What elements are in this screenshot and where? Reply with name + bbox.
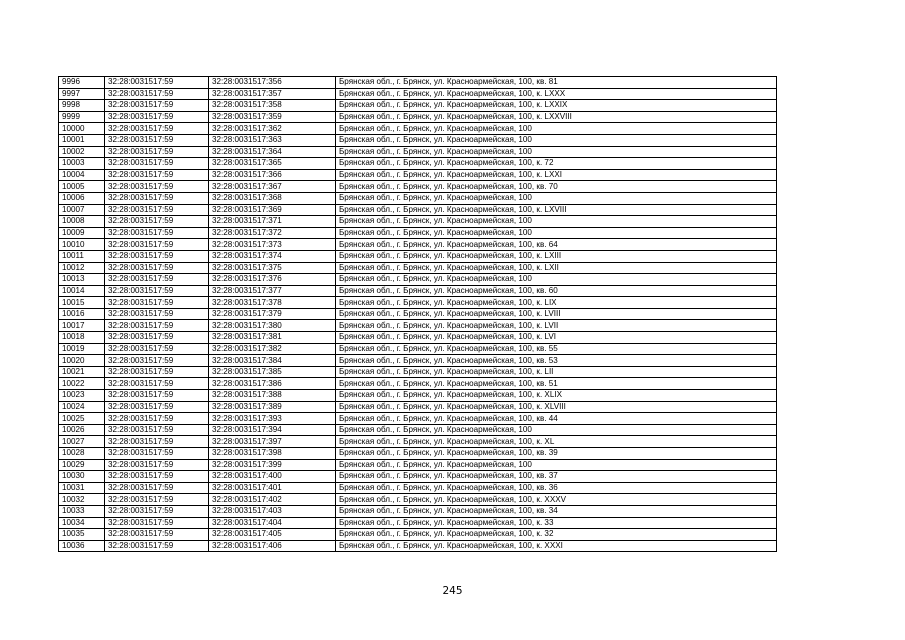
parcel-cadastral-number-cell: 32:28:0031517:59: [105, 158, 209, 170]
row-number-cell: 10012: [59, 262, 105, 274]
row-number-cell: 9996: [59, 77, 105, 89]
row-number-cell: 10005: [59, 181, 105, 193]
parcel-cadastral-number-cell: 32:28:0031517:59: [105, 250, 209, 262]
table-row: [59, 285, 777, 297]
object-cadastral-number-cell: 32:28:0031517:367: [209, 181, 336, 193]
parcel-cadastral-number-cell: 32:28:0031517:59: [105, 378, 209, 390]
parcel-cadastral-number-cell: 32:28:0031517:59: [105, 285, 209, 297]
table-row: [59, 529, 777, 541]
object-cadastral-number-cell: 32:28:0031517:362: [209, 123, 336, 135]
row-number-cell: 9998: [59, 100, 105, 112]
parcel-cadastral-number-cell: 32:28:0031517:59: [105, 448, 209, 460]
address-cell: Брянская обл., г. Брянск, ул. Красноармейская, 100, к. 33: [336, 517, 777, 529]
table-row: [59, 494, 777, 506]
row-number-cell: 10013: [59, 274, 105, 286]
table-row: [59, 459, 777, 471]
object-cadastral-number-cell: 32:28:0031517:398: [209, 448, 336, 460]
row-number-cell: 10024: [59, 401, 105, 413]
address-cell: Брянская обл., г. Брянск, ул. Красноармейская, 100: [336, 216, 777, 228]
table-row: [59, 100, 777, 112]
object-cadastral-number-cell: 32:28:0031517:368: [209, 192, 336, 204]
parcel-cadastral-number-cell: 32:28:0031517:59: [105, 401, 209, 413]
row-number-cell: 10022: [59, 378, 105, 390]
row-number-cell: 10019: [59, 343, 105, 355]
table-row: [59, 262, 777, 274]
object-cadastral-number-cell: 32:28:0031517:359: [209, 111, 336, 123]
table-row: [59, 192, 777, 204]
table-row: [59, 355, 777, 367]
object-cadastral-number-cell: 32:28:0031517:402: [209, 494, 336, 506]
parcel-cadastral-number-cell: 32:28:0031517:59: [105, 274, 209, 286]
table-row: [59, 448, 777, 460]
parcel-cadastral-number-cell: 32:28:0031517:59: [105, 320, 209, 332]
row-number-cell: 10028: [59, 448, 105, 460]
table-row: [59, 216, 777, 228]
row-number-cell: 10029: [59, 459, 105, 471]
parcel-cadastral-number-cell: 32:28:0031517:59: [105, 529, 209, 541]
row-number-cell: 10026: [59, 424, 105, 436]
table-row: [59, 123, 777, 135]
row-number-cell: 10007: [59, 204, 105, 216]
row-number-cell: 10034: [59, 517, 105, 529]
parcel-cadastral-number-cell: 32:28:0031517:59: [105, 123, 209, 135]
table-row: [59, 204, 777, 216]
object-cadastral-number-cell: 32:28:0031517:386: [209, 378, 336, 390]
table-row: [59, 366, 777, 378]
parcel-cadastral-number-cell: 32:28:0031517:59: [105, 494, 209, 506]
object-cadastral-number-cell: 32:28:0031517:369: [209, 204, 336, 216]
parcel-cadastral-number-cell: 32:28:0031517:59: [105, 332, 209, 344]
parcel-cadastral-number-cell: 32:28:0031517:59: [105, 192, 209, 204]
parcel-cadastral-number-cell: 32:28:0031517:59: [105, 100, 209, 112]
parcel-cadastral-number-cell: 32:28:0031517:59: [105, 459, 209, 471]
object-cadastral-number-cell: 32:28:0031517:374: [209, 250, 336, 262]
registry-table-body: [59, 77, 777, 552]
object-cadastral-number-cell: 32:28:0031517:375: [209, 262, 336, 274]
address-cell: Брянская обл., г. Брянск, ул. Красноармейская, 100, к. LVI: [336, 332, 777, 344]
row-number-cell: 10035: [59, 529, 105, 541]
row-number-cell: 10014: [59, 285, 105, 297]
address-cell: Брянская обл., г. Брянск, ул. Красноармейская, 100, кв. 64: [336, 239, 777, 251]
address-cell: Брянская обл., г. Брянск, ул. Красноармейская, 100, кв. 60: [336, 285, 777, 297]
parcel-cadastral-number-cell: 32:28:0031517:59: [105, 204, 209, 216]
address-cell: Брянская обл., г. Брянск, ул. Красноармейская, 100, к. 32: [336, 529, 777, 541]
object-cadastral-number-cell: 32:28:0031517:372: [209, 227, 336, 239]
object-cadastral-number-cell: 32:28:0031517:379: [209, 308, 336, 320]
address-cell: Брянская обл., г. Брянск, ул. Красноармейская, 100, к. LXXX: [336, 88, 777, 100]
table-row: [59, 332, 777, 344]
address-cell: Брянская обл., г. Брянск, ул. Красноармейская, 100, кв. 44: [336, 413, 777, 425]
table-row: [59, 378, 777, 390]
object-cadastral-number-cell: 32:28:0031517:356: [209, 77, 336, 89]
address-cell: Брянская обл., г. Брянск, ул. Красноармейская, 100, кв. 36: [336, 482, 777, 494]
address-cell: Брянская обл., г. Брянск, ул. Красноармейская, 100: [336, 192, 777, 204]
row-number-cell: 10006: [59, 192, 105, 204]
table-row: [59, 227, 777, 239]
parcel-cadastral-number-cell: 32:28:0031517:59: [105, 297, 209, 309]
parcel-cadastral-number-cell: 32:28:0031517:59: [105, 88, 209, 100]
address-cell: Брянская обл., г. Брянск, ул. Красноармейская, 100, к. XL: [336, 436, 777, 448]
object-cadastral-number-cell: 32:28:0031517:399: [209, 459, 336, 471]
parcel-cadastral-number-cell: 32:28:0031517:59: [105, 505, 209, 517]
row-number-cell: 10030: [59, 471, 105, 483]
address-cell: Брянская обл., г. Брянск, ул. Красноармейская, 100, кв. 55: [336, 343, 777, 355]
object-cadastral-number-cell: 32:28:0031517:373: [209, 239, 336, 251]
object-cadastral-number-cell: 32:28:0031517:405: [209, 529, 336, 541]
row-number-cell: 10017: [59, 320, 105, 332]
address-cell: Брянская обл., г. Брянск, ул. Красноармейская, 100, к. XXXV: [336, 494, 777, 506]
table-row: [59, 297, 777, 309]
row-number-cell: 10020: [59, 355, 105, 367]
object-cadastral-number-cell: 32:28:0031517:363: [209, 134, 336, 146]
object-cadastral-number-cell: 32:28:0031517:393: [209, 413, 336, 425]
row-number-cell: 10009: [59, 227, 105, 239]
object-cadastral-number-cell: 32:28:0031517:366: [209, 169, 336, 181]
address-cell: Брянская обл., г. Брянск, ул. Красноармейская, 100: [336, 424, 777, 436]
address-cell: Брянская обл., г. Брянск, ул. Красноармейская, 100, кв. 81: [336, 77, 777, 89]
row-number-cell: 10004: [59, 169, 105, 181]
parcel-cadastral-number-cell: 32:28:0031517:59: [105, 366, 209, 378]
address-cell: Брянская обл., г. Брянск, ул. Красноармейская, 100, к. LVIII: [336, 308, 777, 320]
address-cell: Брянская обл., г. Брянск, ул. Красноармейская, 100, к. LXII: [336, 262, 777, 274]
table-row: [59, 134, 777, 146]
parcel-cadastral-number-cell: 32:28:0031517:59: [105, 436, 209, 448]
row-number-cell: 10031: [59, 482, 105, 494]
table-row: [59, 88, 777, 100]
address-cell: Брянская обл., г. Брянск, ул. Красноармейская, 100, к. LXXVIII: [336, 111, 777, 123]
table-row: [59, 413, 777, 425]
row-number-cell: 9997: [59, 88, 105, 100]
object-cadastral-number-cell: 32:28:0031517:382: [209, 343, 336, 355]
row-number-cell: 10033: [59, 505, 105, 517]
parcel-cadastral-number-cell: 32:28:0031517:59: [105, 471, 209, 483]
parcel-cadastral-number-cell: 32:28:0031517:59: [105, 169, 209, 181]
parcel-cadastral-number-cell: 32:28:0031517:59: [105, 517, 209, 529]
address-cell: Брянская обл., г. Брянск, ул. Красноармейская, 100, к. LXIII: [336, 250, 777, 262]
parcel-cadastral-number-cell: 32:28:0031517:59: [105, 262, 209, 274]
object-cadastral-number-cell: 32:28:0031517:378: [209, 297, 336, 309]
address-cell: Брянская обл., г. Брянск, ул. Красноармейская, 100: [336, 134, 777, 146]
address-cell: Брянская обл., г. Брянск, ул. Красноармейская, 100, к. LVII: [336, 320, 777, 332]
address-cell: Брянская обл., г. Брянск, ул. Красноармейская, 100, к. 72: [336, 158, 777, 170]
object-cadastral-number-cell: 32:28:0031517:381: [209, 332, 336, 344]
table-row: [59, 111, 777, 123]
row-number-cell: 10018: [59, 332, 105, 344]
address-cell: Брянская обл., г. Брянск, ул. Красноармейская, 100, к. XXXI: [336, 540, 777, 552]
address-cell: Брянская обл., г. Брянск, ул. Красноармейская, 100: [336, 274, 777, 286]
address-cell: Брянская обл., г. Брянск, ул. Красноармейская, 100: [336, 146, 777, 158]
table-row: [59, 158, 777, 170]
table-row: [59, 169, 777, 181]
object-cadastral-number-cell: 32:28:0031517:388: [209, 390, 336, 402]
parcel-cadastral-number-cell: 32:28:0031517:59: [105, 413, 209, 425]
object-cadastral-number-cell: 32:28:0031517:358: [209, 100, 336, 112]
object-cadastral-number-cell: 32:28:0031517:406: [209, 540, 336, 552]
parcel-cadastral-number-cell: 32:28:0031517:59: [105, 540, 209, 552]
table-row: [59, 274, 777, 286]
address-cell: Брянская обл., г. Брянск, ул. Красноармейская, 100, к. LXXI: [336, 169, 777, 181]
registry-table: [58, 76, 777, 552]
row-number-cell: 10002: [59, 146, 105, 158]
object-cadastral-number-cell: 32:28:0031517:394: [209, 424, 336, 436]
parcel-cadastral-number-cell: 32:28:0031517:59: [105, 77, 209, 89]
address-cell: Брянская обл., г. Брянск, ул. Красноармейская, 100, кв. 34: [336, 505, 777, 517]
table-row: [59, 401, 777, 413]
object-cadastral-number-cell: 32:28:0031517:400: [209, 471, 336, 483]
row-number-cell: 10010: [59, 239, 105, 251]
object-cadastral-number-cell: 32:28:0031517:357: [209, 88, 336, 100]
address-cell: Брянская обл., г. Брянск, ул. Красноармейская, 100, к. LXVIII: [336, 204, 777, 216]
object-cadastral-number-cell: 32:28:0031517:380: [209, 320, 336, 332]
object-cadastral-number-cell: 32:28:0031517:389: [209, 401, 336, 413]
row-number-cell: 10036: [59, 540, 105, 552]
address-cell: Брянская обл., г. Брянск, ул. Красноармейская, 100, кв. 70: [336, 181, 777, 193]
object-cadastral-number-cell: 32:28:0031517:403: [209, 505, 336, 517]
table-row: [59, 540, 777, 552]
row-number-cell: 10023: [59, 390, 105, 402]
object-cadastral-number-cell: 32:28:0031517:401: [209, 482, 336, 494]
address-cell: Брянская обл., г. Брянск, ул. Красноармейская, 100, к. LIX: [336, 297, 777, 309]
parcel-cadastral-number-cell: 32:28:0031517:59: [105, 390, 209, 402]
table-row: [59, 390, 777, 402]
parcel-cadastral-number-cell: 32:28:0031517:59: [105, 227, 209, 239]
row-number-cell: 10016: [59, 308, 105, 320]
page-number: 245: [442, 585, 463, 597]
address-cell: Брянская обл., г. Брянск, ул. Красноармейская, 100, к. XLVIII: [336, 401, 777, 413]
address-cell: Брянская обл., г. Брянск, ул. Красноармейская, 100, кв. 37: [336, 471, 777, 483]
parcel-cadastral-number-cell: 32:28:0031517:59: [105, 308, 209, 320]
row-number-cell: 10000: [59, 123, 105, 135]
parcel-cadastral-number-cell: 32:28:0031517:59: [105, 134, 209, 146]
parcel-cadastral-number-cell: 32:28:0031517:59: [105, 424, 209, 436]
parcel-cadastral-number-cell: 32:28:0031517:59: [105, 482, 209, 494]
object-cadastral-number-cell: 32:28:0031517:365: [209, 158, 336, 170]
parcel-cadastral-number-cell: 32:28:0031517:59: [105, 181, 209, 193]
parcel-cadastral-number-cell: 32:28:0031517:59: [105, 355, 209, 367]
table-row: [59, 343, 777, 355]
table-row: [59, 77, 777, 89]
table-row: [59, 320, 777, 332]
row-number-cell: 10025: [59, 413, 105, 425]
table-row: [59, 482, 777, 494]
row-number-cell: 10001: [59, 134, 105, 146]
table-row: [59, 146, 777, 158]
address-cell: Брянская обл., г. Брянск, ул. Красноармейская, 100, к. XLIX: [336, 390, 777, 402]
table-row: [59, 436, 777, 448]
row-number-cell: 10027: [59, 436, 105, 448]
object-cadastral-number-cell: 32:28:0031517:376: [209, 274, 336, 286]
row-number-cell: 10011: [59, 250, 105, 262]
parcel-cadastral-number-cell: 32:28:0031517:59: [105, 216, 209, 228]
parcel-cadastral-number-cell: 32:28:0031517:59: [105, 111, 209, 123]
object-cadastral-number-cell: 32:28:0031517:384: [209, 355, 336, 367]
address-cell: Брянская обл., г. Брянск, ул. Красноармейская, 100, к. LII: [336, 366, 777, 378]
row-number-cell: 10021: [59, 366, 105, 378]
object-cadastral-number-cell: 32:28:0031517:377: [209, 285, 336, 297]
row-number-cell: 10008: [59, 216, 105, 228]
address-cell: Брянская обл., г. Брянск, ул. Красноармейская, 100: [336, 459, 777, 471]
address-cell: Брянская обл., г. Брянск, ул. Красноармейская, 100, кв. 51: [336, 378, 777, 390]
parcel-cadastral-number-cell: 32:28:0031517:59: [105, 343, 209, 355]
address-cell: Брянская обл., г. Брянск, ул. Красноармейская, 100, кв. 39: [336, 448, 777, 460]
address-cell: Брянская обл., г. Брянск, ул. Красноармейская, 100: [336, 227, 777, 239]
row-number-cell: 10003: [59, 158, 105, 170]
parcel-cadastral-number-cell: 32:28:0031517:59: [105, 239, 209, 251]
table-row: [59, 239, 777, 251]
row-number-cell: 10032: [59, 494, 105, 506]
row-number-cell: 9999: [59, 111, 105, 123]
table-row: [59, 424, 777, 436]
address-cell: Брянская обл., г. Брянск, ул. Красноармейская, 100, кв. 53: [336, 355, 777, 367]
table-row: [59, 308, 777, 320]
address-cell: Брянская обл., г. Брянск, ул. Красноармейская, 100, к. LXXIX: [336, 100, 777, 112]
table-row: [59, 517, 777, 529]
table-row: [59, 250, 777, 262]
row-number-cell: 10015: [59, 297, 105, 309]
address-cell: Брянская обл., г. Брянск, ул. Красноармейская, 100: [336, 123, 777, 135]
object-cadastral-number-cell: 32:28:0031517:371: [209, 216, 336, 228]
object-cadastral-number-cell: 32:28:0031517:397: [209, 436, 336, 448]
table-row: [59, 505, 777, 517]
table-row: [59, 181, 777, 193]
object-cadastral-number-cell: 32:28:0031517:385: [209, 366, 336, 378]
table-row: [59, 471, 777, 483]
object-cadastral-number-cell: 32:28:0031517:364: [209, 146, 336, 158]
object-cadastral-number-cell: 32:28:0031517:404: [209, 517, 336, 529]
parcel-cadastral-number-cell: 32:28:0031517:59: [105, 146, 209, 158]
